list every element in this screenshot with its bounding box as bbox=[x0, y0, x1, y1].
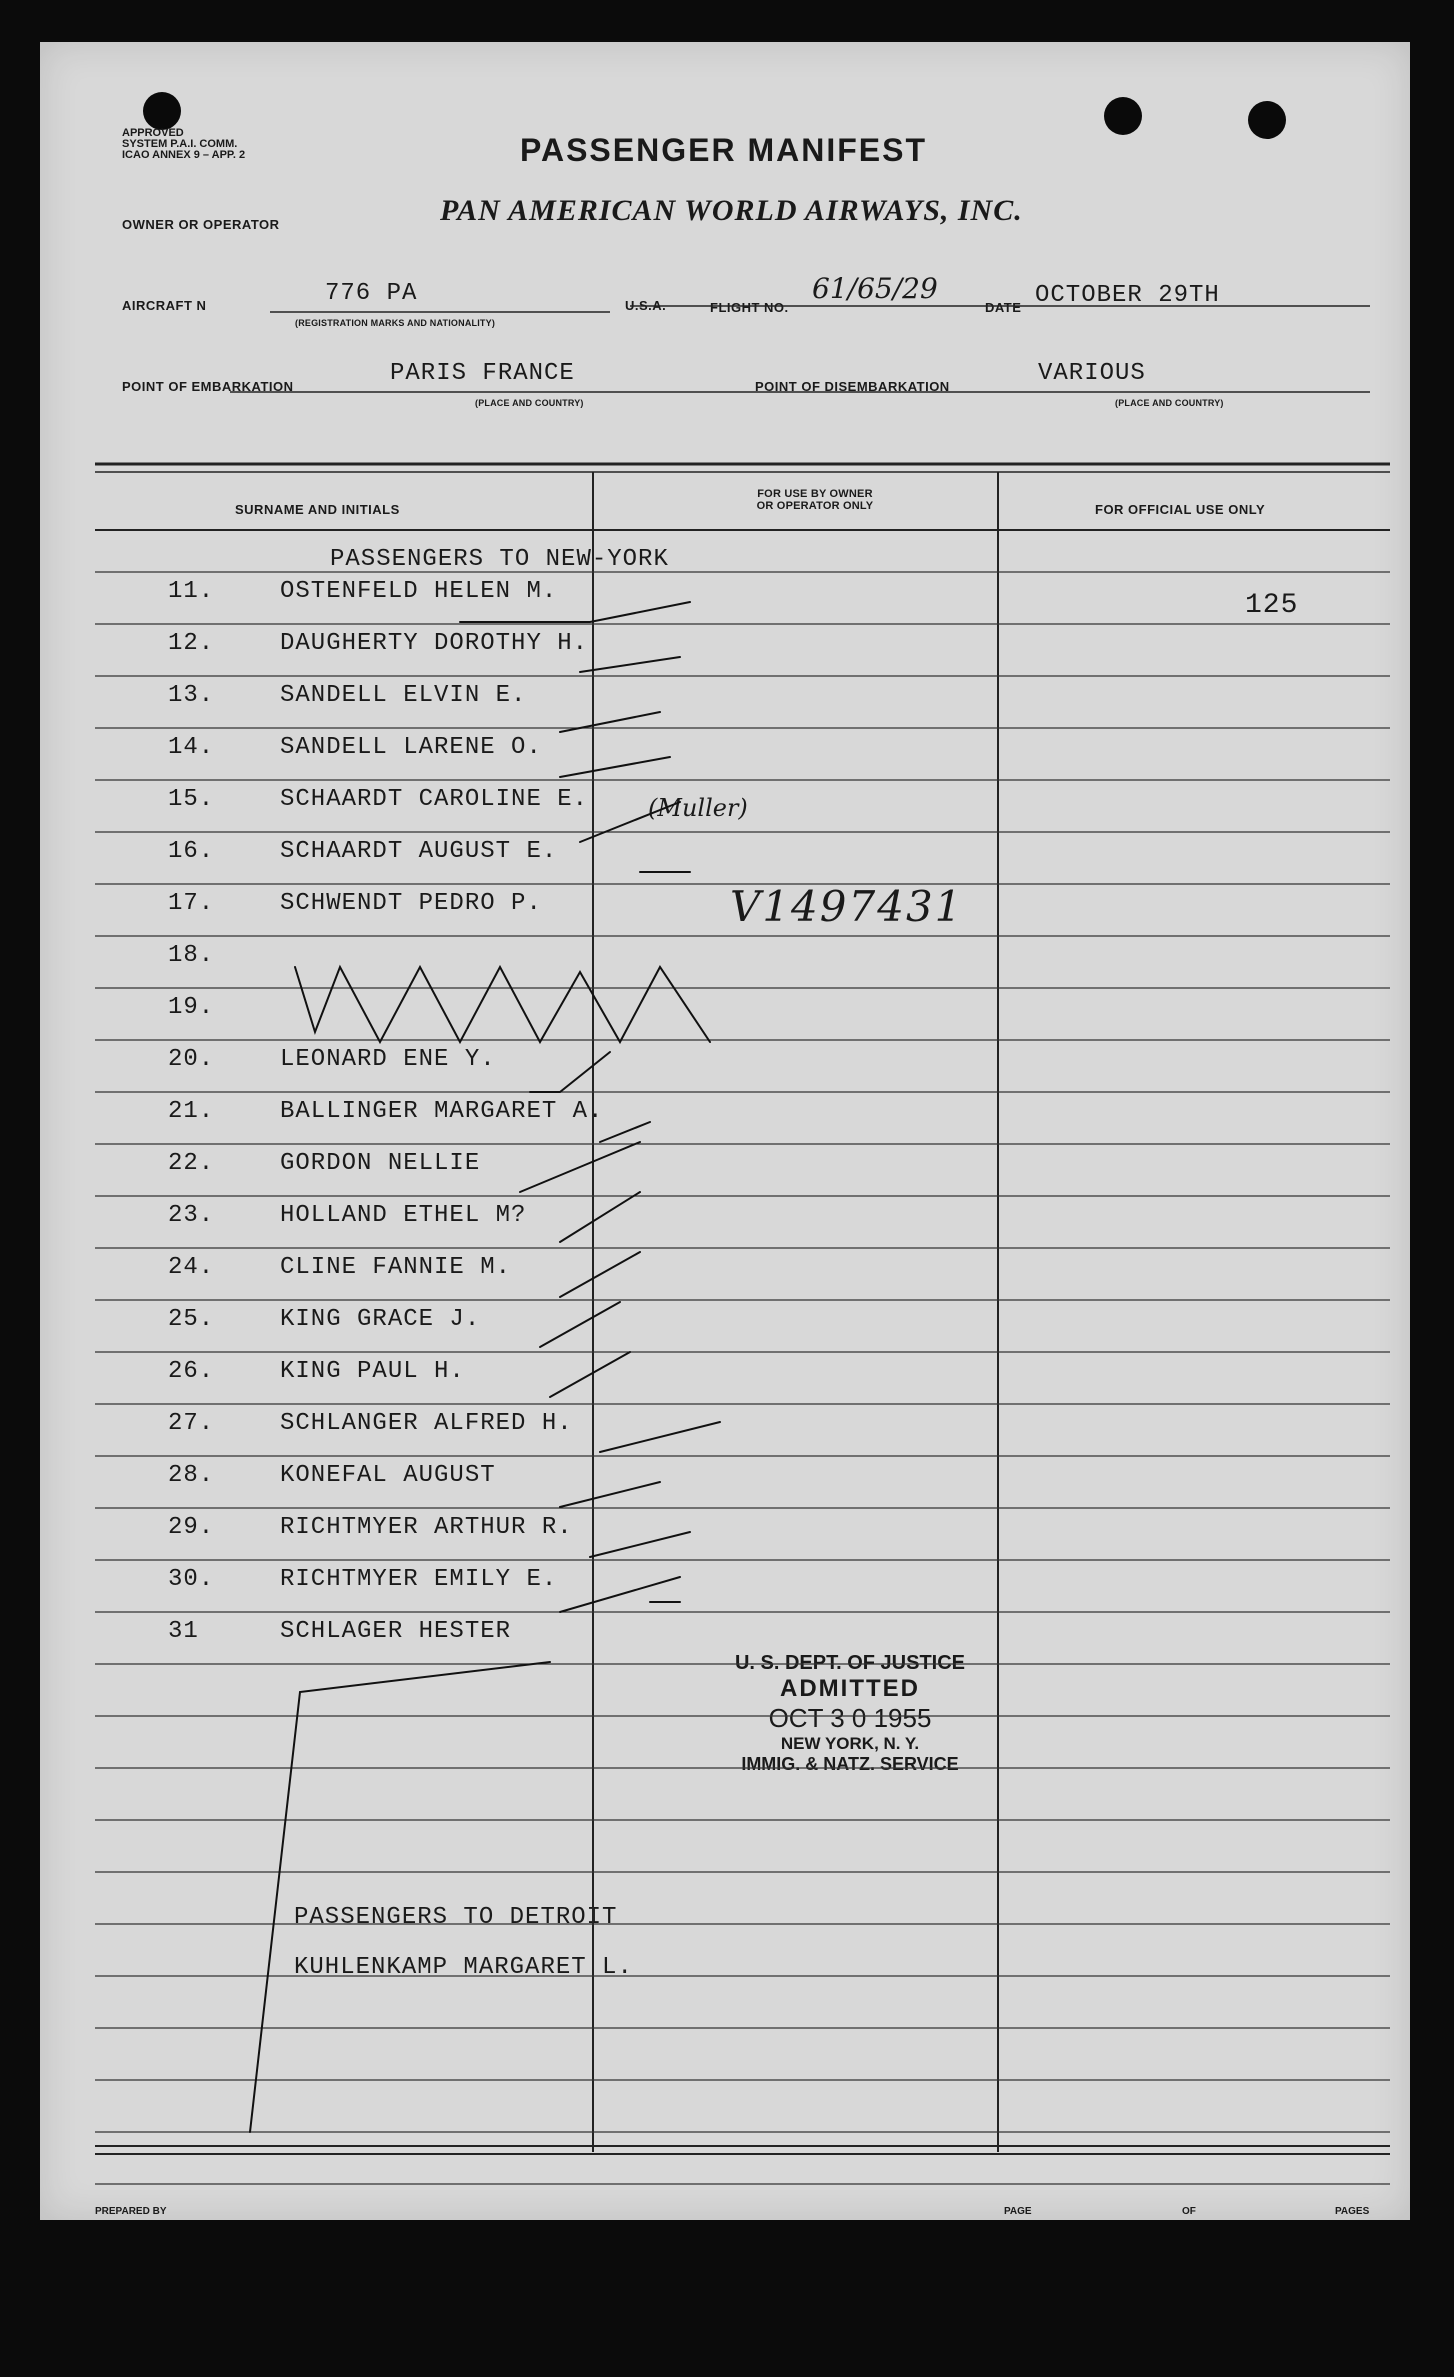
flight-number: 61/65/29 bbox=[812, 272, 938, 305]
disembarkation-value: VARIOUS bbox=[1038, 360, 1146, 387]
flight-label: FLIGHT NO. bbox=[710, 300, 789, 315]
passenger-name: KONEFAL AUGUST bbox=[280, 1462, 496, 1489]
stamp-line: IMMIG. & NATZ. SERVICE bbox=[741, 1754, 959, 1774]
passenger-name: BALLINGER MARGARET A. bbox=[280, 1098, 604, 1125]
passenger-name: RICHTMYER EMILY E. bbox=[280, 1566, 558, 1593]
section-new-york: PASSENGERS TO NEW-YORK bbox=[330, 546, 669, 573]
row-number: 11. bbox=[168, 578, 215, 605]
column-owner-line: FOR USE BY OWNER bbox=[757, 488, 873, 500]
stamp-line: ADMITTED bbox=[780, 1675, 920, 1702]
check-mark bbox=[560, 1577, 680, 1612]
visa-number: V1497431 bbox=[730, 882, 964, 931]
passenger-name: HOLLAND ETHEL M? bbox=[280, 1202, 527, 1229]
column-surname: SURNAME AND INITIALS bbox=[235, 502, 400, 517]
stamp-line: OCT 3 0 1955 bbox=[768, 1703, 932, 1733]
passenger-name: SCHAARDT AUGUST E. bbox=[280, 838, 558, 865]
approval-line: SYSTEM P.A.I. COMM. bbox=[122, 138, 238, 150]
check-mark bbox=[460, 602, 690, 622]
row-number: 27. bbox=[168, 1410, 215, 1437]
row-number: 26. bbox=[168, 1358, 215, 1385]
check-mark bbox=[550, 1352, 630, 1397]
passenger-name: KING GRACE J. bbox=[280, 1306, 481, 1333]
pages-label: PAGES bbox=[1335, 2206, 1370, 2217]
strike-scribble bbox=[295, 967, 710, 1042]
manifest-page bbox=[40, 42, 1410, 2220]
prepared-by-label: PREPARED BY bbox=[95, 2206, 167, 2217]
row-number: 21. bbox=[168, 1098, 215, 1125]
column-owner-line: OR OPERATOR ONLY bbox=[756, 500, 874, 512]
owner-label: OWNER OR OPERATOR bbox=[122, 217, 280, 232]
check-mark bbox=[580, 802, 680, 842]
embarkation-value: PARIS FRANCE bbox=[390, 360, 575, 387]
check-mark bbox=[560, 712, 660, 732]
approval-line: APPROVED bbox=[122, 127, 184, 139]
stamp-line: NEW YORK, N. Y. bbox=[780, 1734, 920, 1753]
passenger-name: SCHAARDT CAROLINE E. bbox=[280, 786, 589, 813]
embarkation-sub: (PLACE AND COUNTRY) bbox=[475, 398, 584, 408]
row-number: 19. bbox=[168, 994, 215, 1021]
row-number: 24. bbox=[168, 1254, 215, 1281]
column-official: FOR OFFICIAL USE ONLY bbox=[1095, 502, 1266, 517]
check-mark bbox=[560, 757, 670, 777]
passenger-name: SCHLAGER HESTER bbox=[280, 1618, 512, 1645]
check-mark bbox=[600, 1122, 650, 1142]
row-number: 15. bbox=[168, 786, 215, 813]
row-number: 28. bbox=[168, 1462, 215, 1489]
airline-name: PAN AMERICAN WORLD AIRWAYS, INC. bbox=[440, 194, 1023, 227]
row-number: 29. bbox=[168, 1514, 215, 1541]
row-number: 22. bbox=[168, 1150, 215, 1177]
row-lines bbox=[95, 572, 1390, 2184]
passenger-name: SANDELL LARENE O. bbox=[280, 734, 542, 761]
passenger-name: GORDON NELLIE bbox=[280, 1150, 481, 1177]
date-label: DATE bbox=[985, 300, 1022, 315]
check-mark bbox=[560, 1192, 640, 1242]
row-number: 16. bbox=[168, 838, 215, 865]
mueller-note: (Muller) bbox=[648, 794, 748, 822]
row-number: 23. bbox=[168, 1202, 215, 1229]
check-mark bbox=[540, 1302, 620, 1347]
passenger-name: LEONARD ENE Y. bbox=[280, 1046, 496, 1073]
row-number: 18. bbox=[168, 942, 215, 969]
passenger-name: CLINE FANNIE M. bbox=[280, 1254, 512, 1281]
disembarkation-label: POINT OF DISEMBARKATION bbox=[755, 379, 950, 394]
page-label: PAGE bbox=[1004, 2206, 1032, 2217]
passenger-name: KING PAUL H. bbox=[280, 1358, 465, 1385]
passenger-name: DAUGHERTY DOROTHY H. bbox=[280, 630, 589, 657]
passenger-name: SANDELL ELVIN E. bbox=[280, 682, 527, 709]
form-rules bbox=[40, 42, 1410, 2220]
embarkation-label: POINT OF EMBARKATION bbox=[122, 379, 294, 394]
date-value: OCTOBER 29TH bbox=[1035, 282, 1220, 309]
disembarkation-sub: (PLACE AND COUNTRY) bbox=[1115, 398, 1224, 408]
check-mark bbox=[590, 1532, 690, 1557]
aircraft-value: 776 PA bbox=[325, 280, 418, 307]
check-mark bbox=[520, 1142, 640, 1192]
of-label: OF bbox=[1182, 2206, 1196, 2217]
row-number: 12. bbox=[168, 630, 215, 657]
aircraft-sub: (REGISTRATION MARKS AND NATIONALITY) bbox=[295, 318, 496, 328]
aircraft-label: AIRCRAFT N bbox=[122, 298, 207, 313]
passenger-name: SCHLANGER ALFRED H. bbox=[280, 1410, 573, 1437]
row-number: 14. bbox=[168, 734, 215, 761]
passenger-name: RICHTMYER ARTHUR R. bbox=[280, 1514, 573, 1541]
row-number: 25. bbox=[168, 1306, 215, 1333]
bracket-line bbox=[250, 1662, 550, 2132]
row-number: 13. bbox=[168, 682, 215, 709]
row-number: 30. bbox=[168, 1566, 215, 1593]
row-number: 31 bbox=[168, 1618, 199, 1645]
check-mark bbox=[560, 1482, 660, 1507]
approval-line: ICAO ANNEX 9 – APP. 2 bbox=[122, 149, 246, 161]
row-number: 17. bbox=[168, 890, 215, 917]
check-mark bbox=[560, 1252, 640, 1297]
usa-label: U.S.A. bbox=[625, 298, 667, 313]
check-mark bbox=[530, 1052, 610, 1092]
check-mark bbox=[600, 1422, 720, 1452]
check-mark bbox=[580, 657, 680, 672]
row-number: 20. bbox=[168, 1046, 215, 1073]
stamp-line: U. S. DEPT. OF JUSTICE bbox=[734, 1652, 966, 1674]
detroit-passenger: KUHLENKAMP MARGARET L. bbox=[294, 1954, 633, 1981]
passenger-name: SCHWENDT PEDRO P. bbox=[280, 890, 542, 917]
official-number: 125 bbox=[1245, 590, 1299, 621]
page-title: PASSENGER MANIFEST bbox=[520, 132, 927, 168]
passenger-name: OSTENFELD HELEN M. bbox=[280, 578, 558, 605]
section-detroit: PASSENGERS TO DETROIT bbox=[294, 1904, 618, 1931]
